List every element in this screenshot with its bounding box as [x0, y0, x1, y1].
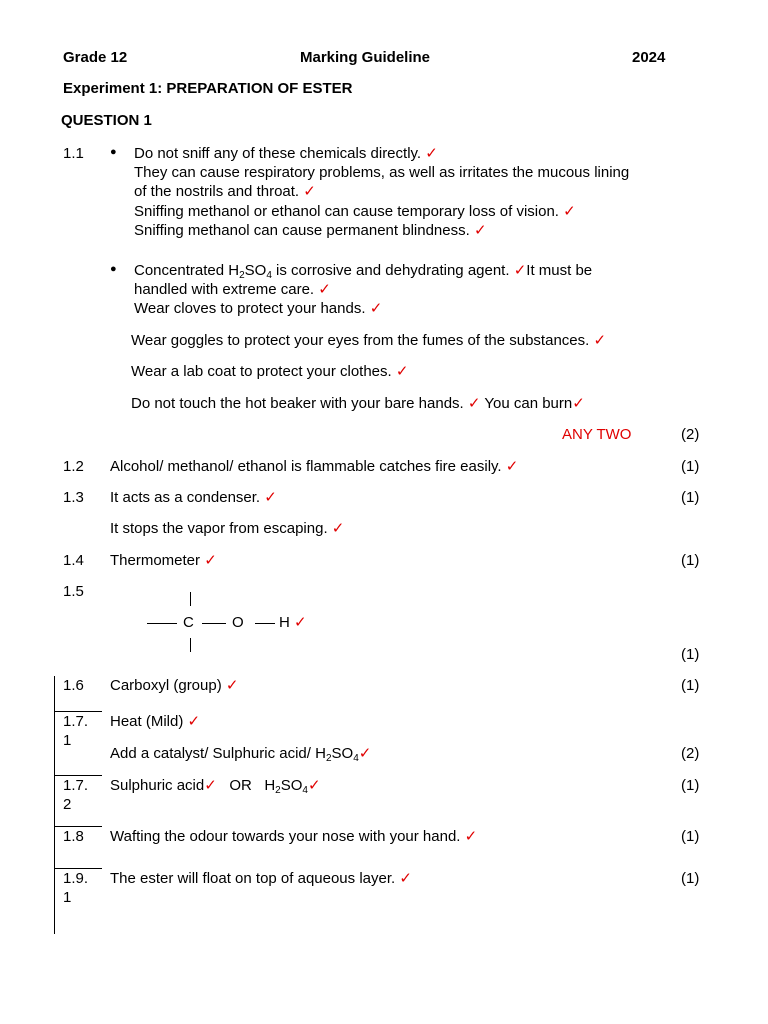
bond-up [190, 592, 191, 606]
tick-icon: ✓ [467, 395, 481, 412]
tick-icon: ✓ [572, 395, 585, 412]
q1-7-1-number-a: 1.7. [63, 713, 89, 730]
tick-icon: ✓ [369, 300, 383, 317]
q1-6-marks: (1) [681, 677, 700, 694]
q1-4-text: Thermometer ✓ [110, 552, 217, 569]
q1-7-2-number-a: 1.7. [63, 777, 89, 794]
tick-icon: ✓ [473, 222, 487, 239]
q1-3-marks: (1) [681, 489, 700, 506]
q1-8-marks: (1) [681, 828, 700, 845]
q1-1-line5: Sniffing methanol can cause permanent blindness. ✓ [134, 222, 487, 239]
tick-icon: ✓ [399, 870, 412, 887]
tick-icon: ✓ [464, 828, 478, 845]
tick-icon: ✓ [505, 458, 519, 475]
q1-3-text2: It stops the vapor from escaping. ✓ [110, 520, 345, 537]
header-year: 2024 [632, 49, 666, 66]
tick-icon: ✓ [395, 363, 409, 380]
q1-5-number: 1.5 [63, 583, 84, 600]
tick-icon: ✓ [513, 262, 527, 279]
tick-icon: ✓ [294, 614, 307, 631]
q1-6-text: Carboxyl (group) ✓ [110, 677, 239, 694]
q1-7-1-text2: Add a catalyst/ Sulphuric acid/ $H_2SO_4✓$ [110, 745, 372, 764]
bullet-1: ● [110, 146, 117, 158]
tick-icon: ✓ [264, 489, 277, 506]
q1-1-line8: Wear cloves to protect your hands. ✓ [134, 300, 383, 317]
tick-icon: ✓ [425, 145, 438, 162]
q1-6-number: 1.6 [63, 677, 84, 694]
q1-1-number: 1.1 [63, 145, 84, 162]
q1-7-2-number-b: 2 [63, 796, 72, 813]
q1-1-line10: Wear a lab coat to protect your clothes. ✓ [131, 363, 409, 380]
bond-c-o [202, 623, 226, 624]
q1-1-line4: Sniffing methanol or ethanol can cause temporary loss of vision. ✓ [134, 203, 576, 220]
q1-9-1-number-b: 1 [63, 889, 72, 906]
q1-2-marks: (1) [681, 458, 700, 475]
tick-icon: ✓ [593, 332, 607, 349]
bond-down [190, 638, 191, 652]
q1-3-number: 1.3 [63, 489, 84, 506]
q1-7-1-text1: Heat (Mild) ✓ [110, 713, 201, 730]
tick-icon: ✓ [303, 183, 316, 200]
q1-1-line9: Wear goggles to protect your eyes from the fumes of the substances. ✓ [131, 332, 607, 349]
question-title: QUESTION 1 [61, 112, 152, 129]
q1-4-marks: (1) [681, 552, 700, 569]
q1-1-line1: Do not sniff any of these chemicals directly. ✓ [134, 145, 438, 162]
tick-icon: ✓ [331, 520, 345, 537]
q1-7-1-number-b: 1 [63, 732, 72, 749]
q1-1-line6: Concentrated $H_2SO_4$ is corrosive and dehydrating agent. ✓It must be [134, 262, 593, 281]
q1-8-text: Wafting the odour towards your nose with your hand. ✓ [110, 828, 478, 845]
atom-h: H ✓ [279, 614, 307, 631]
tick-icon: ✓ [318, 281, 331, 298]
tick-icon: ✓ [563, 203, 576, 220]
margin-line [54, 676, 55, 934]
tick-icon: ✓ [204, 552, 217, 569]
any-two-label: ANY TWO [562, 426, 632, 443]
q1-5-marks: (1) [681, 646, 700, 663]
q1-1-line2: They can cause respiratory problems, as well as irritates the mucous lining [134, 164, 630, 181]
bond-o-h [255, 623, 275, 624]
q1-7-2-marks: (1) [681, 777, 700, 794]
tick-icon: ✓ [225, 677, 239, 694]
atom-c: C [183, 614, 194, 631]
experiment-title: Experiment 1: PREPARATION OF ESTER [63, 80, 353, 97]
header-title: Marking Guideline [300, 49, 431, 66]
q1-9-1-text: The ester will float on top of aqueous layer. ✓ [110, 870, 412, 887]
tick-icon: ✓ [204, 777, 217, 794]
atom-o: O [232, 614, 244, 631]
q1-8-number: 1.8 [63, 828, 84, 845]
q1-2-text: Alcohol/ methanol/ ethanol is flammable catches fire easily. ✓ [110, 458, 519, 475]
tick-icon: ✓ [187, 713, 201, 730]
q1-3-text1: It acts as a condenser. ✓ [110, 489, 277, 506]
bond-left [147, 623, 177, 624]
q1-9-1-marks: (1) [681, 870, 700, 887]
q1-1-line7: handled with extreme care. ✓ [134, 281, 331, 298]
q1-1-marks: (2) [681, 426, 700, 443]
q1-9-1-number-a: 1.9. [63, 870, 89, 887]
q1-2-number: 1.2 [63, 458, 84, 475]
bullet-2: ● [110, 263, 117, 275]
q1-1-line11: Do not touch the hot beaker with your bare hands. ✓ You can burn✓ [131, 395, 585, 412]
tick-icon: ✓ [358, 745, 372, 762]
q1-1-line3: of the nostrils and throat. ✓ [134, 183, 316, 200]
tick-icon: ✓ [307, 777, 321, 794]
q1-7-1-marks: (2) [681, 745, 700, 762]
q1-4-number: 1.4 [63, 552, 84, 569]
q1-7-2-text: Sulphuric acid✓ OR $H_2SO_4✓$ [110, 777, 321, 796]
header-grade: Grade 12 [63, 49, 128, 66]
